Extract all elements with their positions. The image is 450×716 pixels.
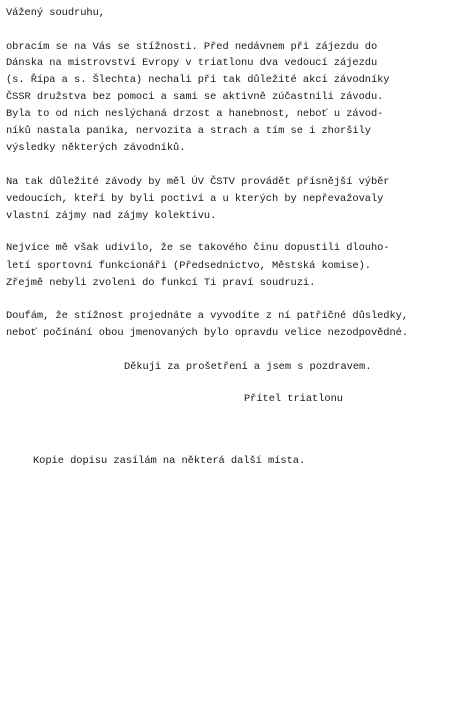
salutation: Vážený soudruhu, bbox=[6, 7, 105, 19]
paragraph3-line2: letí sportovní funkcionáři (Předsednictvo, Městská komise). bbox=[6, 260, 371, 272]
paragraph1-line5: Byla to od nich neslýchaná drzost a hanebnost, neboť u závod- bbox=[6, 108, 384, 120]
paragraph3-line3: Zřejmě nebyli zvoleni do funkcí Ti praví soudruzi. bbox=[6, 277, 316, 289]
paragraph1-line2: Dánska na mistrovství Evropy v triatlonu dva vedoucí zájezdu bbox=[6, 57, 378, 69]
postscript: Kopie dopisu zasílám na některá další místa. bbox=[33, 455, 306, 467]
paragraph1-line6: níků nastala panika, nervozita a strach a tím se i zhoršily bbox=[6, 125, 371, 137]
paragraph4-line1: Doufám, že stížnost projednáte a vyvodíte z ní patřičné důsledky, bbox=[6, 310, 409, 322]
paragraph1-line4: ČSSR družstva bez pomoci a sami se aktivně zúčastnili závodu. bbox=[6, 91, 384, 103]
closing: Děkuji za prošetření a jsem s pozdravem. bbox=[124, 361, 372, 373]
paragraph4-line2: neboť počínání obou jmenovaných bylo opravdu velice nezodpovědné. bbox=[6, 327, 409, 339]
paragraph1-line1: obracím se na Vás se stížnosti. Před nedávnem při zájezdu do bbox=[6, 41, 378, 53]
paragraph3-line1: Nejvíce mě však udivilo, že se takového činu dopustili dlouho- bbox=[6, 242, 390, 254]
paragraph2-line2: vedoucích, kteří by byli poctiví a u kterých by nepřevažovaly bbox=[6, 193, 384, 205]
paragraph2-line1: Na tak důležité závody by měl ÚV ČSTV provádět přísnější výběr bbox=[6, 176, 390, 188]
paragraph1-line3: (s. Řípa a s. Šlechta) nechali při tak důležité akci závodníky bbox=[6, 74, 390, 86]
paragraph2-line3: vlastní zájmy nad zájmy kolektivu. bbox=[6, 210, 217, 222]
paragraph1-line7: výsledky některých závodníků. bbox=[6, 142, 186, 154]
signature: Přítel triatlonu bbox=[244, 393, 343, 405]
